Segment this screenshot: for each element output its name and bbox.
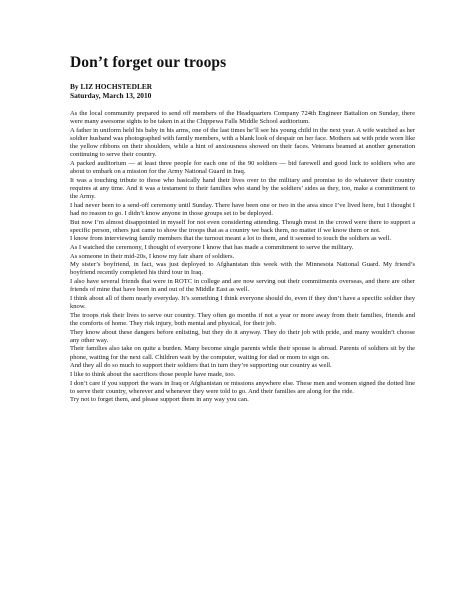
article-paragraph: But now I’m almost disappointed in myself for not even considering attending. Though most in the crowd were there to support a specific person, others just came to show the troops that as a country we back them, no matter if we know them or not. [70,218,415,234]
article-paragraph: My sister’s boyfriend, in fact, was just deployed to Afghanistan this week with the Minnesota National Guard. My friend’s boyfriend recently completed his third tour in Iraq. [70,261,415,277]
article-paragraph: It was a touching tribute to those who basically hand their lives over to the military and promise to do whatever their country requires at any time. And it was a testament to their families who stand by the soldiers’ sides as they, too, make a commitment to the Army. [70,176,415,201]
article-paragraph: Their families also take on quite a burden. Many become single parents while their spouse is abroad. Parents of soldiers sit by the phone, waiting for the next call. Children wait by the computer, waiting for dad or mom to sign on. [70,345,415,361]
article-paragraph: Try not to forget them, and please support them in any way you can. [70,396,249,404]
article-paragraph: A packed auditorium — at least three people for each one of the 90 soldiers — bid farewell and good luck to soldiers who are about to embark on a mission for the Army National Guard in Iraq. [70,159,415,176]
article-paragraph: The troops risk their lives to serve our country. They often go months if not a year or more away from their families, friends and the comforts of home. They risk injury, both mental and physical, for their job. [70,311,415,327]
article-date: Saturday, March 13, 2010 [70,91,152,100]
article-paragraph: As I watched the ceremony, I thought of everyone I know that has made a commitment to serve the military. [70,244,354,251]
article-title: Don’t forget our troops [70,54,227,71]
article-byline: By LIZ HOCHSTEDLER [70,82,153,91]
article-paragraph: I had never been to a send-off ceremony until Sunday. There have been one or two in the area since I’ve lived here, but I thought I had no reason to go. I didn’t know anyone in those groups set to be deployed. [70,201,415,217]
article-paragraph: I don’t care if you support the wars in Iraq or Afghanistan or missions anywhere else. These men and women signed the dotted line to serve their country, wherever and whenever they were told to go. And their families are along for the ride. [70,379,415,395]
article-paragraph: I know from interviewing family members that the turnout meant a lot to them, and it seemed to touch the soldiers as well. [70,235,392,243]
article-paragraph: A father in uniform held his baby in his arms, one of the last times he’ll see his young child in the next year. A wife watched as her soldier husband was photographed with family members, with a blank look of despair on her face. Mothers sat with pride worn like the yellow ribbons on their shoulders, while a hint of anxiousness showed on their faces. Veterans beamed at another generation continuing to serve their country. [70,126,415,159]
article-paragraph: They know about these dangers before enlisting, but they do it anyway. They do their job with pride, and many wouldn’t choose any other way. [70,328,415,344]
article-body [70,110,415,404]
article-paragraph: And they all do so much to support their soldiers that in turn they’re supporting our country as well. [70,362,332,370]
article-paragraph: As the local community prepared to send off members of the Headquarters Company 724th Engineer Battalion on Sunday, there were many awesome sights to be taken in at the Chippewa Falls Middle School auditorium. [70,110,415,126]
article-paragraph: I like to think about the sacrifices those people have made, too. [70,370,236,378]
article-paragraph: As someone in their mid-20s, I know my fair share of soldiers. [70,252,235,260]
article-paragraph: I also have several friends that were in ROTC in college and are now serving out their commitments overseas, and there are other friends of mine that have been in and out of the Middle East as well. [70,278,415,294]
article-paragraph: I think about all of them nearly everyday. It’s something I think everyone should do, even if they don’t have a specific soldier they know. [70,294,415,311]
